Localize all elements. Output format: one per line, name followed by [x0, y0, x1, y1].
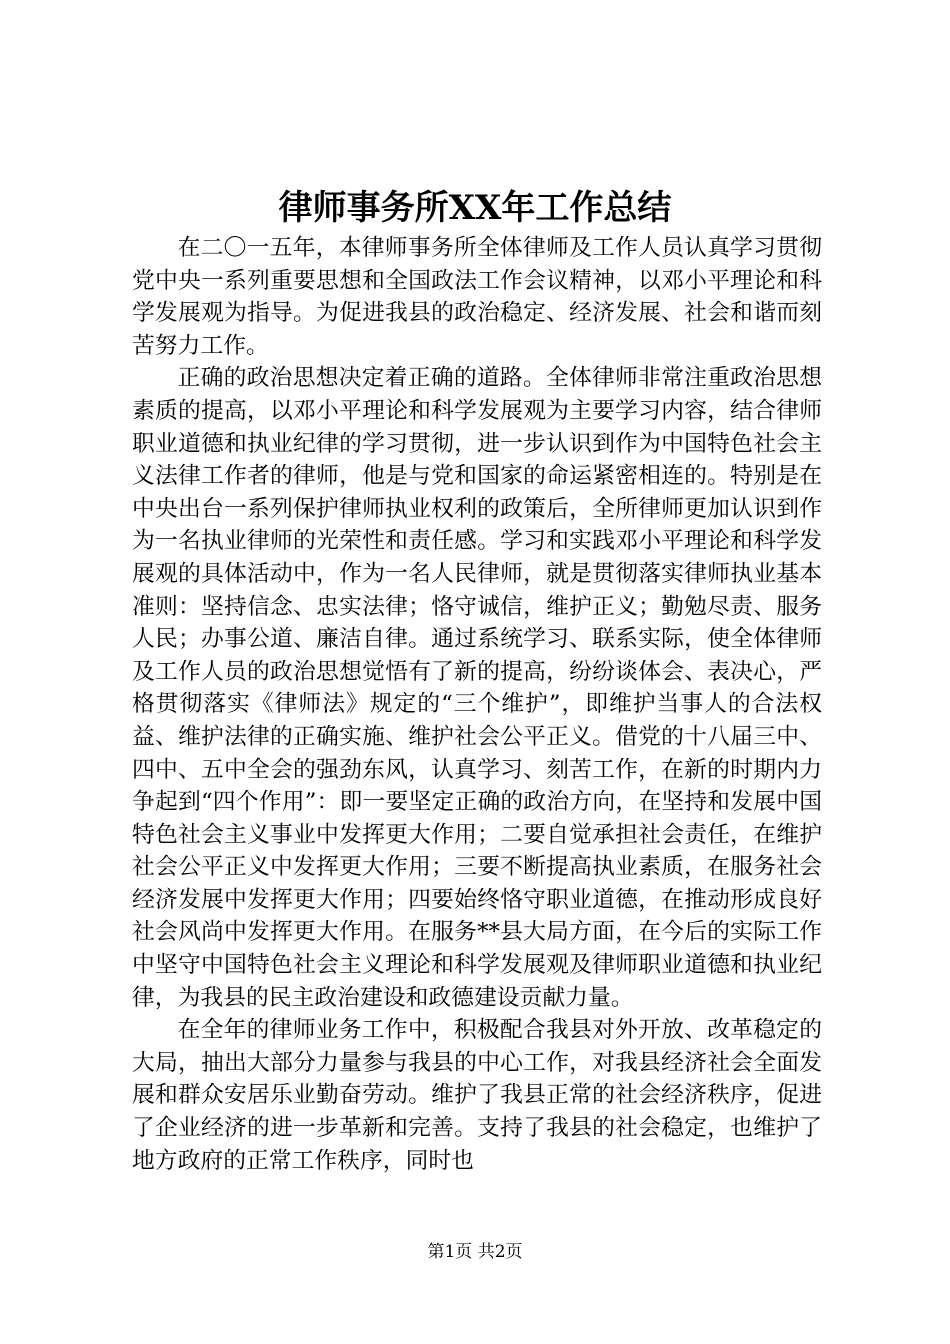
document-title: 律师事务所XX年工作总结	[278, 188, 672, 228]
paragraph-intro: 在二〇一五年，本律师事务所全体律师及工作人员认真学习贯彻党中央一系列重要思想和全国政法工作会议精神，以邓小平理论和科学发展观为指导。为促进我县的政治稳定、经济发展、社会和谐而刻苦努力工作。	[132, 235, 822, 359]
page-footer: 第1页 共2页	[427, 1242, 523, 1262]
paragraph-political-thought: 正确的政治思想决定着正确的道路。全体律师非常注重政治思想素质的提高，以邓小平理论和科学发展观为主要学习内容，结合律师职业道德和执业纪律的学习贯彻，进一步认识到作为中国特色社会主义法律工作者的律师，他是与党和国家的命运紧密相连的。特别是在中央出台一系列保护律师执业权利的政策后，全所律师更加认识到作为一名执业律师的光荣性和责任感。学习和实践邓小平理论和科学发展观的具体活动中，作为一名人民律师，就是贯彻落实律师执业基本准则：坚持信念、忠实法律；恪守诚信，维护正义；勤勉尽责、服务人民；办事公道、廉洁自律。通过系统学习、联系实际，使全体律师及工作人员的政治思想觉悟有了新的提高，纷纷谈体会、表决心，严格贯彻落实《律师法》规定的“三个维护”，即维护当事人的合法权益、维护法律的正确实施、维护社会公平正义。借党的十八届三中、四中、五中全会的强劲东风，认真学习、刻苦工作，在新的时期内力争起到“四个作用”：即一要坚定正确的政治方向，在坚持和发展中国特色社会主义事业中发挥更大作用；二要自觉承担社会责任，在维护社会公平正义中发挥更大作用；三要不断提高执业素质，在服务社会经济发展中发挥更大作用；四要始终恪守职业道德，在推动形成良好社会风尚中发挥更大作用。在服务**县大局方面，在今后的实际工作中坚守中国特色社会主义理论和科学发展观及律师职业道德和执业纪律，为我县的民主政治建设和政德建设贡献力量。	[132, 365, 822, 1011]
paragraph-business-work: 在全年的律师业务工作中，积极配合我县对外开放、改革稳定的大局，抽出大部分力量参与我县的中心工作，对我县经济社会全面发展和群众安居乐业勤奋劳动。维护了我县正常的社会经济秩序，促进了企业经济的进一步革新和完善。支持了我县的社会稳定，也维护了地方政府的正常工作秩序，同时也	[132, 1017, 822, 1174]
document-body	[132, 232, 822, 1177]
